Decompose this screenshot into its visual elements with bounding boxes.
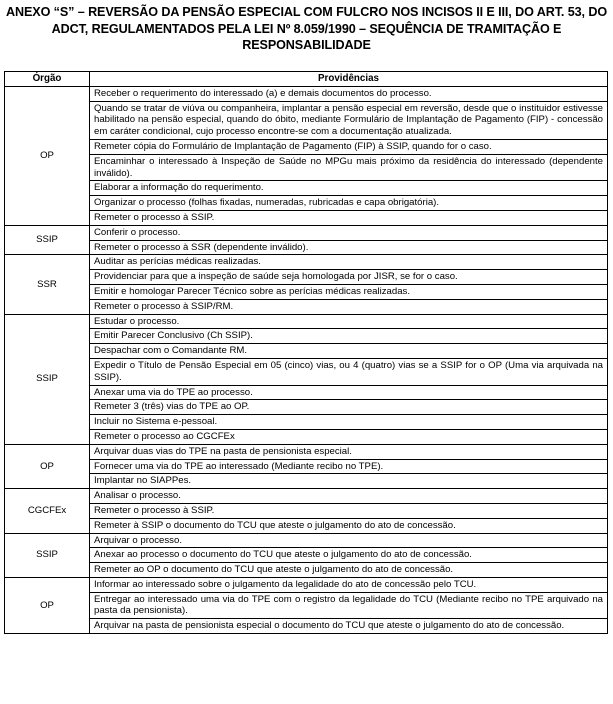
providencia-cell: Providenciar para que a inspeção de saúde seja homologada por JISR, se for o caso. [90,270,608,285]
table-row [5,101,608,139]
providencia-cell: Remeter cópia do Formulário de Implantação de Pagamento (FIP) à SSIP, quando for o caso. [90,139,608,154]
table-row [5,358,608,385]
providencia-cell: Remeter ao OP o documento do TCU que ateste o julgamento do ato de concessão. [90,563,608,578]
providencia-cell: Incluir no Sistema e-pessoal. [90,415,608,430]
table-row [5,533,608,548]
table-row [5,284,608,299]
orgao-cell: SSIP [5,225,90,255]
providencia-cell: Arquivar o processo. [90,533,608,548]
providencia-cell: Remeter o processo ao CGCFEx [90,429,608,444]
table-row [5,299,608,314]
table-row [5,592,608,619]
document-title [0,4,613,54]
providencia-cell: Arquivar duas vias do TPE na pasta de pensionista especial. [90,444,608,459]
table-row [5,154,608,181]
table-row [5,181,608,196]
providencia-cell: Estudar o processo. [90,314,608,329]
header-orgao: Órgão [5,72,90,87]
table-row [5,385,608,400]
providencia-cell: Organizar o processo (folhas fixadas, numeradas, rubricadas e capa obrigatória). [90,196,608,211]
table-row [5,400,608,415]
table-row [5,619,608,634]
table-row [5,240,608,255]
orgao-cell: SSIP [5,314,90,444]
table-row [5,577,608,592]
table-row [5,518,608,533]
providencia-cell: Entregar ao interessado uma via do TPE com o registro da legalidade do TCU (Mediante recibo no TPE arquivado na pasta da pensionista). [90,592,608,619]
table-row [5,474,608,489]
providencia-cell: Anexar uma via do TPE ao processo. [90,385,608,400]
providencia-cell: Conferir o processo. [90,225,608,240]
orgao-cell: SSR [5,255,90,314]
providencia-cell: Remeter o processo à SSIP. [90,210,608,225]
title-line-3: RESPONSABILIDADE [242,38,371,52]
providencia-cell: Fornecer uma via do TPE ao interessado (Mediante recibo no TPE). [90,459,608,474]
providencia-cell: Emitir e homologar Parecer Técnico sobre as perícias médicas realizadas. [90,284,608,299]
providencia-cell: Emitir Parecer Conclusivo (Ch SSIP). [90,329,608,344]
providencia-cell: Arquivar na pasta de pensionista especial o documento do TCU que ateste o julgamento do ato de concessão. [90,619,608,634]
table-row [5,415,608,430]
providencia-cell: Elaborar a informação do requerimento. [90,181,608,196]
orgao-cell: OP [5,577,90,633]
table-row [5,225,608,240]
providencia-cell: Remeter o processo à SSIP. [90,503,608,518]
providencia-cell: Implantar no SIAPPes. [90,474,608,489]
table-row [5,548,608,563]
providencia-cell: Remeter à SSIP o documento do TCU que ateste o julgamento do ato de concessão. [90,518,608,533]
title-line-1: ANEXO “S” – REVERSÃO DA PENSÃO ESPECIAL COM FULCRO NOS INCISOS II E III, DO ART. 53, DO [5,5,608,19]
table-row [5,429,608,444]
providencia-cell: Remeter o processo à SSIP/RM. [90,299,608,314]
table-row [5,270,608,285]
table-row [5,255,608,270]
table-body [5,86,608,633]
providencia-cell: Expedir o Título de Pensão Especial em 05 (cinco) vias, ou 4 (quatro) vias se a SSIP for o OP (Uma via arquivada na SSIP). [90,358,608,385]
providencia-cell: Remeter 3 (três) vias do TPE ao OP. [90,400,608,415]
orgao-cell: OP [5,86,90,225]
table-row [5,444,608,459]
orgao-cell: SSIP [5,533,90,577]
providencia-cell: Anexar ao processo o documento do TCU que ateste o julgamento do ato de concessão. [90,548,608,563]
table-row [5,344,608,359]
table-row [5,489,608,504]
table-row [5,86,608,101]
table-header-row [5,72,608,87]
providencia-cell: Despachar com o Comandante RM. [90,344,608,359]
providencia-cell: Analisar o processo. [90,489,608,504]
providencia-cell: Receber o requerimento do interessado (a) e demais documentos do processo. [90,86,608,101]
table-row [5,314,608,329]
table-row [5,503,608,518]
table-row [5,329,608,344]
providencia-cell: Quando se tratar de viúva ou companheira, implantar a pensão especial em reversão, desde que o instituidor estivesse habilitado na pensão especial, quando do óbito, mediante Formulário de Implantação de Pagamento (FIP) - concessão em caráter condicional, cujo processo encontre-se com a documentação atualizada. [90,101,608,139]
procedure-table [4,71,608,634]
table-row [5,210,608,225]
orgao-cell: CGCFEx [5,489,90,533]
table-row [5,459,608,474]
table-row [5,563,608,578]
providencia-cell: Encaminhar o interessado à Inspeção de Saúde no MPGu mais próximo da residência do interessado (dependente inválido). [90,154,608,181]
providencia-cell: Informar ao interessado sobre o julgamento da legalidade do ato de concessão pelo TCU. [90,577,608,592]
providencia-cell: Auditar as perícias médicas realizadas. [90,255,608,270]
providencia-cell: Remeter o processo à SSR (dependente inválido). [90,240,608,255]
table-row [5,196,608,211]
header-providencias: Providências [90,72,608,87]
orgao-cell: OP [5,444,90,488]
title-line-2: ADCT, REGULAMENTADOS PELA LEI Nº 8.059/1990 – SEQUÊNCIA DE TRAMITAÇÃO E [51,21,562,36]
table-row [5,139,608,154]
